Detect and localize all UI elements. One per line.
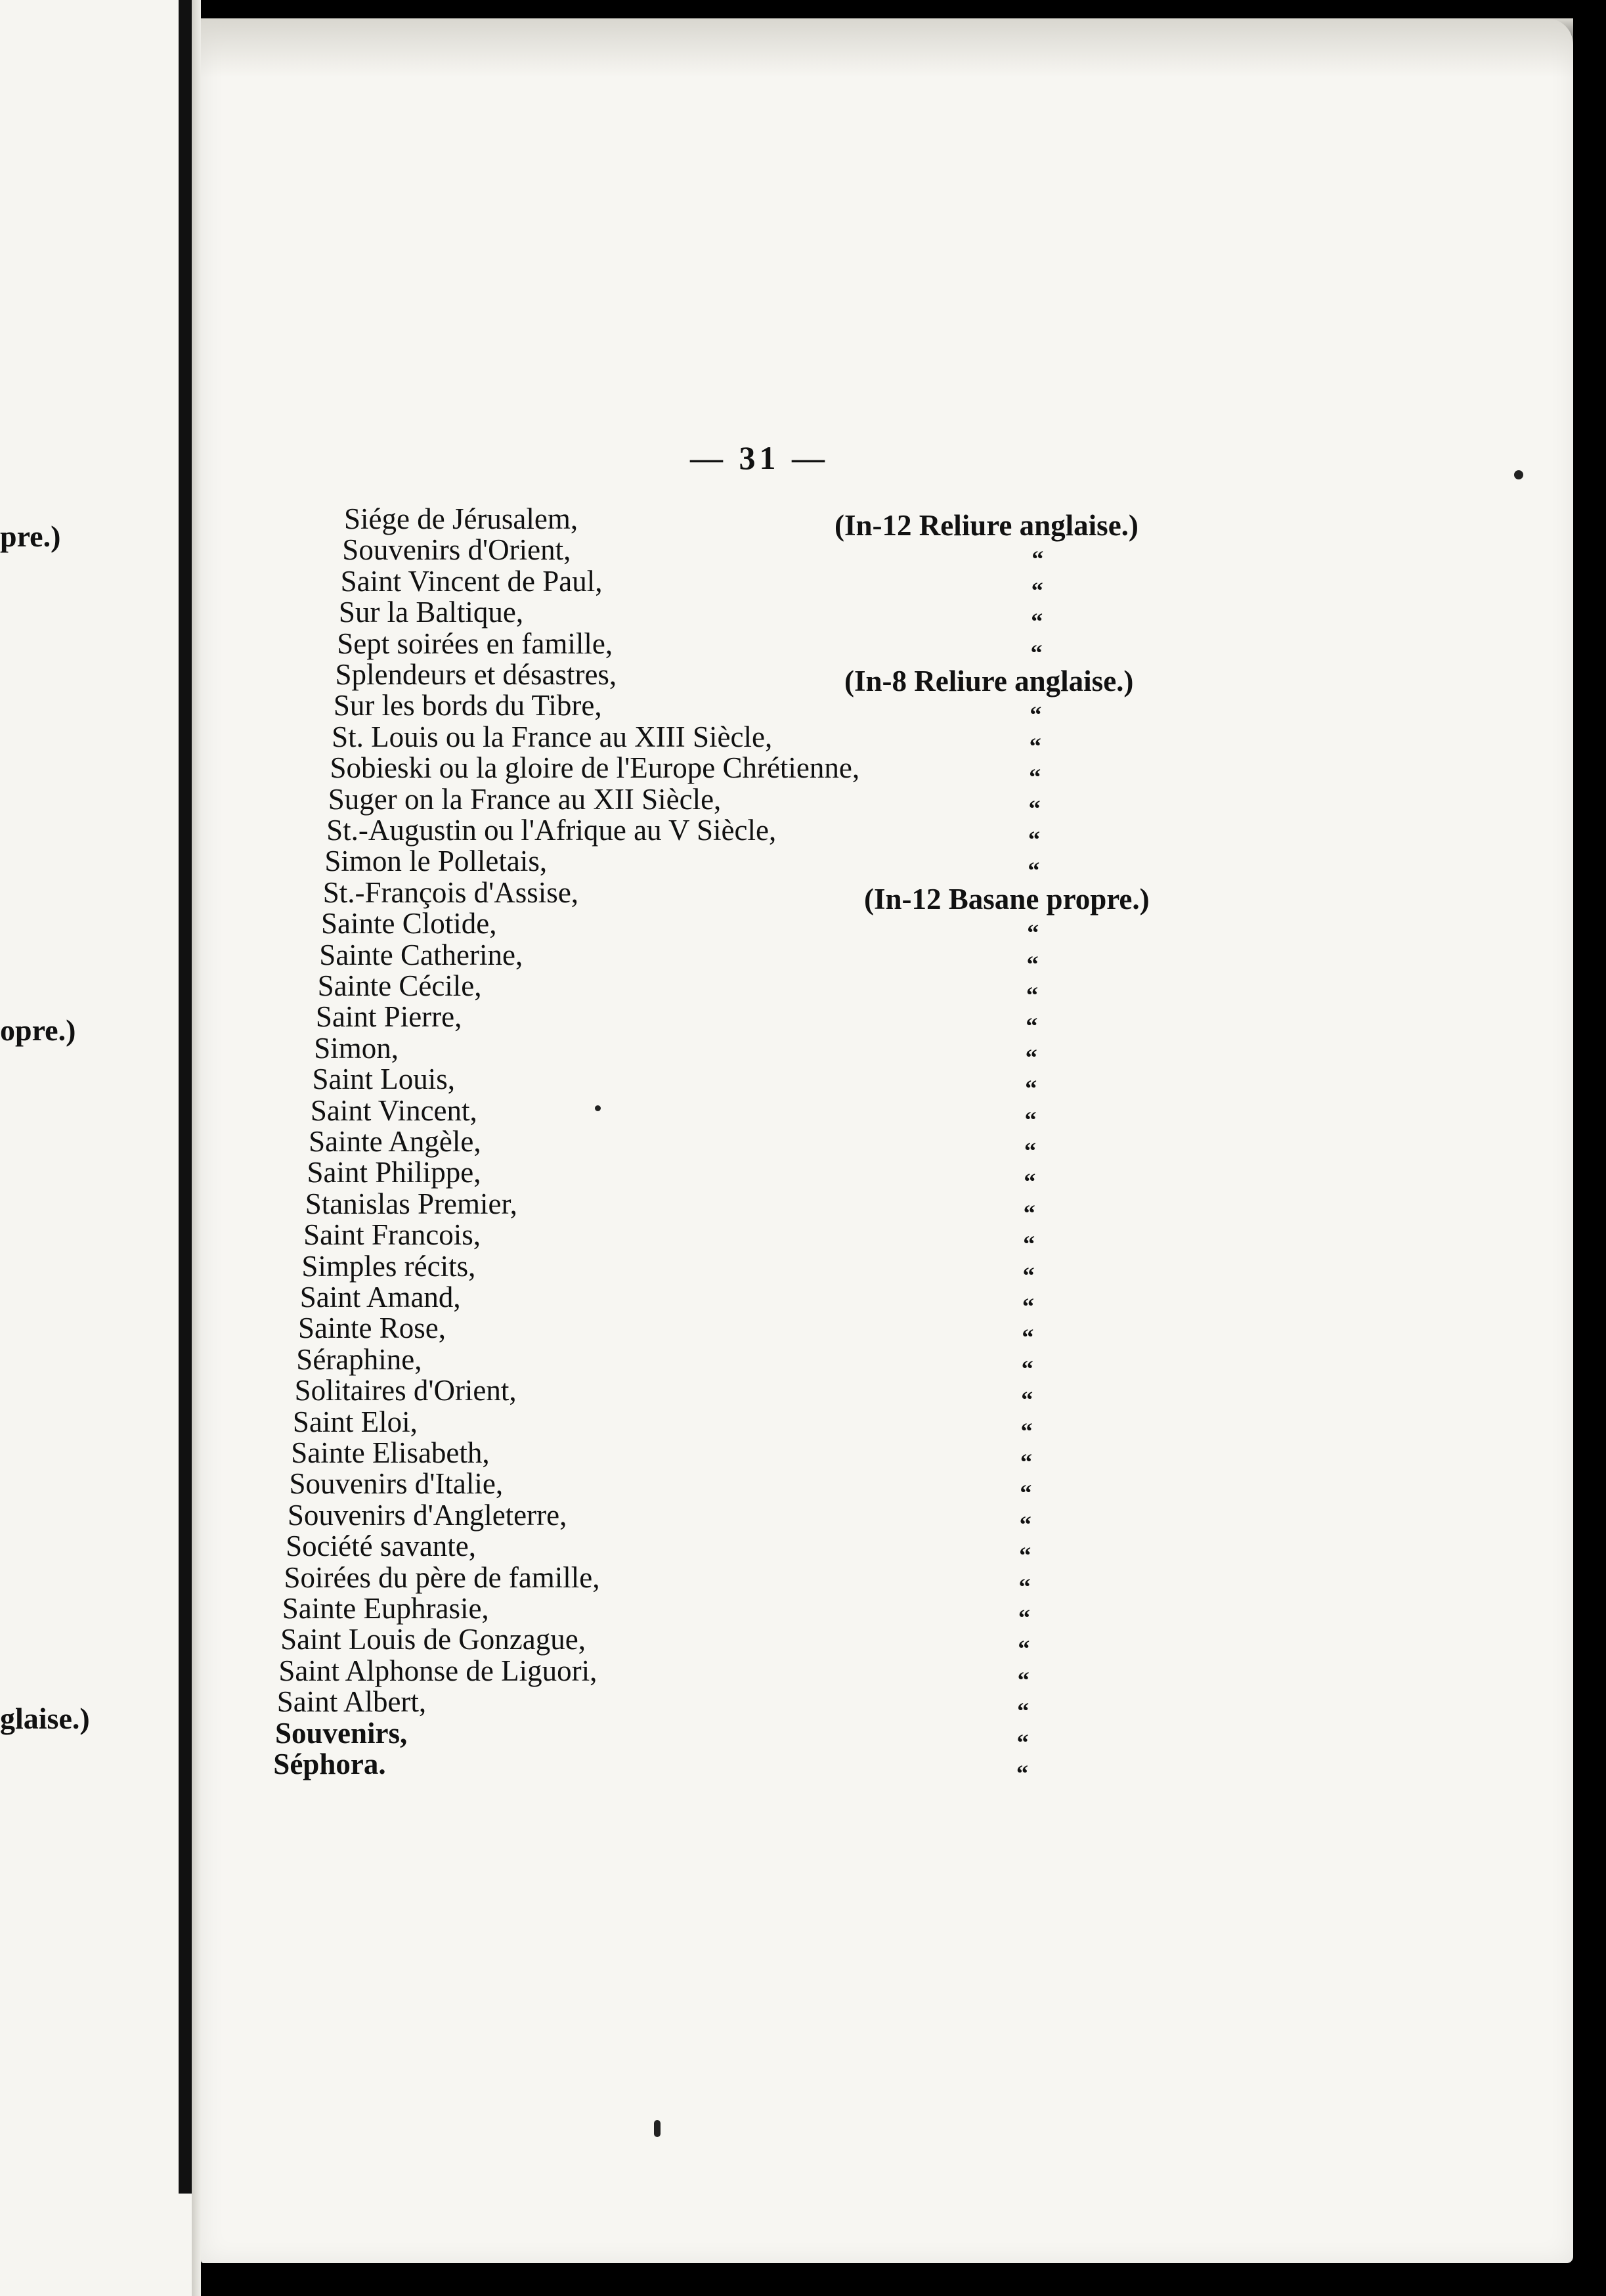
ditto-mark: “ bbox=[1016, 1760, 1028, 1786]
entry-title: Sainte Catherine, bbox=[319, 938, 523, 971]
ditto-mark: “ bbox=[1024, 1137, 1036, 1164]
left-facing-page bbox=[0, 0, 192, 2296]
entry-title: Saint Pierre, bbox=[315, 1000, 462, 1034]
entry-title: Splendeurs et désastres, bbox=[335, 658, 617, 691]
ditto-mark: “ bbox=[1025, 1075, 1037, 1102]
ditto-mark: “ bbox=[1031, 577, 1043, 604]
ditto-mark: “ bbox=[1028, 826, 1040, 852]
entry-title: Société savante, bbox=[286, 1530, 477, 1563]
ditto-mark: “ bbox=[1024, 1106, 1037, 1133]
entry-title: Saint Vincent de Paul, bbox=[340, 564, 603, 598]
entry-title: Souvenirs, bbox=[275, 1716, 408, 1750]
entry-title: Saint Francois, bbox=[303, 1218, 481, 1252]
entry-title: St.-François d'Assise, bbox=[322, 875, 579, 909]
entry-title: St. Louis ou la France au XIII Siècle, bbox=[332, 720, 773, 753]
entry-title: Saint Alphonse de Liguori, bbox=[278, 1654, 597, 1687]
entry-title: Sainte Elisabeth, bbox=[291, 1436, 490, 1469]
entry-title: Sur les bords du Tibre, bbox=[333, 689, 602, 722]
entry-binding-format: (In-12 Basane propre.) bbox=[864, 882, 1150, 916]
entry-title: Suger on la France au XII Siècle, bbox=[328, 782, 722, 816]
entry-title: Saint Louis de Gonzague, bbox=[280, 1623, 586, 1656]
page-gutter bbox=[192, 0, 201, 2296]
entry-binding-format: (In-12 Reliure anglaise.) bbox=[835, 509, 1139, 542]
entry-title: Saint Vincent, bbox=[310, 1093, 477, 1127]
ditto-mark: “ bbox=[1030, 701, 1042, 728]
entry-binding-format: (In-8 Reliure anglaise.) bbox=[844, 665, 1134, 697]
entry-title: Sainte Euphrasie, bbox=[282, 1592, 489, 1625]
ditto-mark: “ bbox=[1018, 1635, 1030, 1662]
ink-speck bbox=[595, 1105, 601, 1111]
entry-title: Sept soirées en famille, bbox=[337, 627, 613, 660]
entry-title: Sainte Angèle, bbox=[309, 1125, 481, 1158]
ditto-mark: “ bbox=[1024, 1168, 1036, 1195]
ditto-mark: “ bbox=[1022, 1262, 1035, 1289]
ditto-mark: “ bbox=[1031, 546, 1044, 573]
page-number: — 31 — bbox=[690, 439, 829, 476]
entry-title: Sur la Baltique, bbox=[338, 596, 524, 629]
entry-title: Sainte Rose, bbox=[298, 1312, 446, 1345]
ditto-mark: “ bbox=[1020, 1449, 1032, 1475]
ditto-mark: “ bbox=[1028, 857, 1040, 884]
ditto-mark: “ bbox=[1027, 919, 1039, 946]
ditto-mark: “ bbox=[1023, 1199, 1035, 1226]
ditto-mark: “ bbox=[1017, 1698, 1030, 1725]
ditto-mark: “ bbox=[1022, 1324, 1034, 1351]
ditto-mark: “ bbox=[1029, 764, 1041, 791]
entry-title: Simples récits, bbox=[301, 1249, 476, 1283]
entry-title: Saint Eloi, bbox=[292, 1405, 418, 1438]
entry-title: Sainte Clotide, bbox=[321, 907, 497, 940]
ditto-mark: “ bbox=[1028, 795, 1041, 822]
ditto-mark: “ bbox=[1021, 1386, 1033, 1413]
entry-title: Siége de Jérusalem, bbox=[344, 502, 578, 535]
entry-title: Souvenirs d'Angleterre, bbox=[287, 1498, 567, 1532]
entry-title: Saint Amand, bbox=[299, 1281, 461, 1314]
ditto-mark: “ bbox=[1018, 1604, 1030, 1631]
entry-title: Saint Louis, bbox=[312, 1063, 456, 1096]
entry-title: Stanislas Premier, bbox=[305, 1187, 517, 1220]
ditto-mark: “ bbox=[1016, 1729, 1029, 1755]
ditto-mark: “ bbox=[1017, 1666, 1030, 1693]
ditto-mark: “ bbox=[1019, 1542, 1031, 1569]
ditto-mark: “ bbox=[1020, 1417, 1033, 1444]
ditto-mark: “ bbox=[1022, 1293, 1034, 1319]
left-page-fragment: opre.) bbox=[0, 1013, 76, 1047]
ditto-mark: “ bbox=[1031, 608, 1043, 635]
ditto-mark: “ bbox=[1025, 1044, 1037, 1071]
ink-speck bbox=[654, 2120, 661, 2137]
entry-title: Solitaires d'Orient, bbox=[294, 1374, 517, 1407]
ink-speck bbox=[1514, 470, 1523, 479]
ditto-mark: “ bbox=[1023, 1231, 1035, 1258]
left-page-fragment: glaise.) bbox=[0, 1702, 90, 1735]
entry-title: Saint Philippe, bbox=[307, 1156, 481, 1189]
entry-title: Séraphine, bbox=[296, 1342, 422, 1376]
ditto-mark: “ bbox=[1019, 1511, 1031, 1537]
entry-title: Soirées du père de famille, bbox=[284, 1560, 600, 1594]
book-page bbox=[201, 18, 1573, 2263]
ditto-mark: “ bbox=[1029, 732, 1041, 759]
entry-title: Séphora. bbox=[273, 1748, 386, 1780]
entry-title: Sainte Cécile, bbox=[317, 969, 482, 1002]
entry-title: Saint Albert, bbox=[276, 1685, 427, 1719]
ditto-mark: “ bbox=[1018, 1573, 1031, 1600]
ditto-mark: “ bbox=[1020, 1480, 1032, 1507]
entry-title: Souvenirs d'Orient, bbox=[342, 533, 571, 567]
left-page-fragment: pre.) bbox=[0, 519, 61, 553]
ditto-mark: “ bbox=[1026, 1013, 1038, 1040]
ditto-mark: “ bbox=[1021, 1355, 1033, 1382]
page-binding bbox=[179, 0, 192, 2194]
entry-title: Souvenirs d'Italie, bbox=[289, 1467, 504, 1501]
ditto-mark: “ bbox=[1026, 982, 1038, 1008]
ditto-mark: “ bbox=[1026, 950, 1039, 977]
page-edge-shadow bbox=[201, 18, 1573, 77]
entry-title: Sobieski ou la gloire de l'Europe Chrétienne, bbox=[330, 751, 860, 785]
entry-title: Simon, bbox=[314, 1031, 399, 1065]
ditto-mark: “ bbox=[1030, 639, 1043, 666]
entry-title: St.-Augustin ou l'Afrique au V Siècle, bbox=[326, 814, 777, 847]
entry-title: Simon le Polletais, bbox=[324, 845, 548, 878]
